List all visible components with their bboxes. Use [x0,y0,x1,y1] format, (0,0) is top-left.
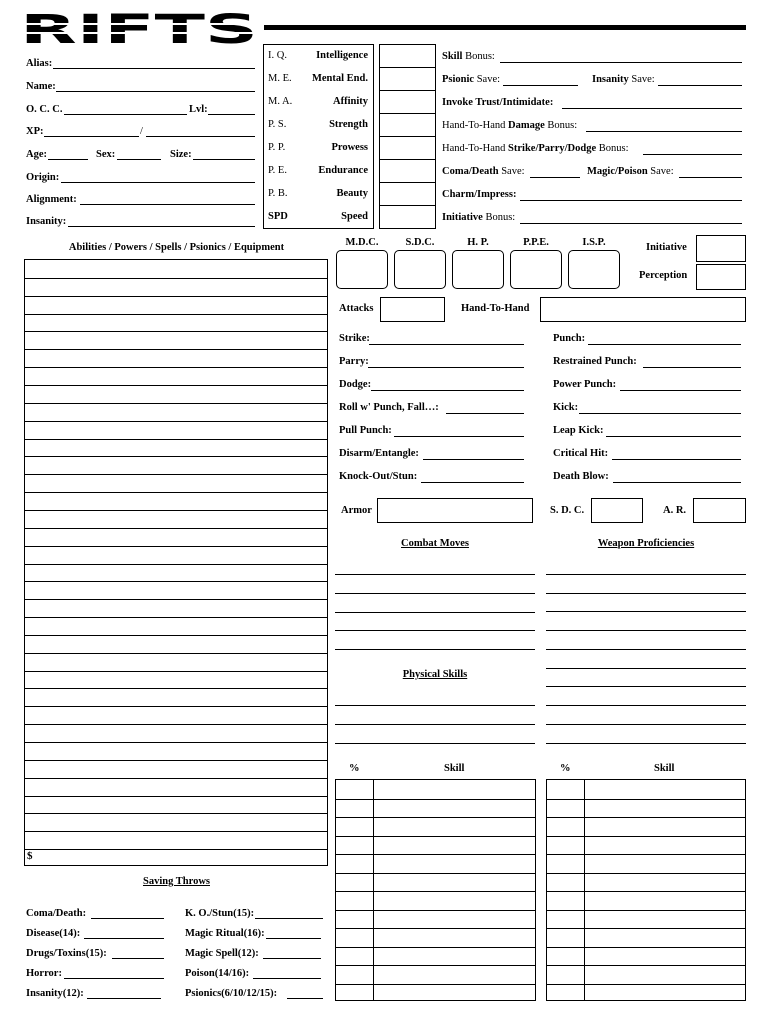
abilities-row-line[interactable] [25,385,327,386]
save-coma-field[interactable] [91,918,164,919]
weapon-prof-line[interactable] [546,611,746,612]
alias-label: Alias: [26,58,53,69]
hth-damage-label: Hand-To-Hand Damage Bonus: [442,120,578,131]
skill-table-right-skill-header: Skill [654,763,675,774]
abilities-header: Abilities / Powers / Spells / Psionics / Equipment [68,242,285,253]
abilities-row-line[interactable] [25,439,327,440]
save-poison-field[interactable] [253,978,321,979]
weapon-prof-line[interactable] [546,574,746,575]
abilities-table[interactable] [24,259,328,866]
charm-impress-label: Charm/Impress: [442,189,517,200]
combat-move-line[interactable] [335,649,535,650]
skill-pct-column-divider [584,780,585,1000]
svg-text:RIFTS: RIFTS [20,12,258,46]
skill-row-line[interactable] [547,799,745,800]
skill-row-line[interactable] [336,984,535,985]
save-magic-ritual-field[interactable] [266,938,321,939]
critical-hit-field[interactable] [612,459,741,460]
skill-row-line[interactable] [547,854,745,855]
save-magic-spell-field[interactable] [263,958,321,959]
hand-to-hand-label: Hand-To-Hand [461,303,530,314]
abilities-row-line[interactable] [25,778,327,779]
disarm-field[interactable] [423,459,524,460]
name-label: Name: [26,81,56,92]
attacks-label: Attacks [339,303,374,314]
insanity-label: Insanity: [26,216,67,227]
abilities-row-line[interactable] [25,367,327,368]
roll-punch-label: Roll w' Punch, Fall…: [339,402,439,413]
size-label: Size: [170,149,192,160]
weapon-profs-header: Weapon Proficiencies [597,538,695,549]
skill-bonus-label: Skill Bonus: [442,51,495,62]
save-ko-label: K. O./Stun(15): [185,908,255,919]
attr-ma-name: Affinity [333,96,368,107]
skill-table-left-skill-header: Skill [444,763,465,774]
mdc-label: M.D.C. [345,237,379,248]
skill-row-line[interactable] [547,910,745,911]
lvl-label: Lvl: [189,104,208,115]
initiative-label: Initiative [646,242,687,253]
weapon-prof-line[interactable] [546,649,746,650]
pull-punch-field[interactable] [394,436,524,437]
strike-label: Strike: [339,333,370,344]
kick-field[interactable] [579,413,741,414]
sex-field[interactable] [117,159,161,160]
disarm-label: Disarm/Entangle: [339,448,419,459]
power-punch-label: Power Punch: [553,379,617,390]
attr-ma-abbr: M. A. [268,96,293,107]
sdc-box[interactable] [394,250,446,289]
punch-field[interactable] [588,344,741,345]
attr-me-name: Mental End. [311,73,368,84]
skill-row-line[interactable] [547,947,745,948]
abilities-row-line[interactable] [25,349,327,350]
abilities-row-line[interactable] [25,760,327,761]
hp-label: H. P. [467,237,489,248]
save-magic-ritual-label: Magic Ritual(16): [185,928,265,939]
insanity-save-label: Insanity Save: [592,74,655,85]
abilities-row-line[interactable] [25,671,327,672]
leap-kick-label: Leap Kick: [553,425,604,436]
abilities-row-line[interactable] [25,599,327,600]
abilities-row-line[interactable] [25,421,327,422]
abilities-row-line[interactable] [25,403,327,404]
physical-skills-header: Physical Skills [402,669,468,680]
rifts-logo [18,12,260,46]
armor-box[interactable] [377,498,533,523]
alignment-field[interactable] [80,204,255,205]
charm-impress-field[interactable] [520,200,742,201]
saving-throws-header: Saving Throws [142,876,210,887]
header-rule [264,25,746,30]
abilities-row-line[interactable] [25,314,327,315]
skill-pct-column-divider [373,780,374,1000]
attr-me-abbr: M. E. [268,73,292,84]
hth-damage-field[interactable] [586,131,742,132]
attr-iq-abbr: I. Q. [268,50,287,61]
save-insanity-field[interactable] [87,998,161,999]
perception-box[interactable] [696,264,746,290]
lvl-field[interactable] [208,114,255,115]
invoke-trust-label: Invoke Trust/Intimidate: [442,97,554,108]
parry-field[interactable] [368,367,524,368]
abilities-row-line[interactable] [25,474,327,475]
armor-ar-box[interactable] [693,498,746,523]
save-horror-label: Horror: [26,968,62,979]
occ-field[interactable] [64,114,187,115]
attr-spd-value[interactable] [379,205,436,229]
save-drugs-label: Drugs/Toxins(15): [26,948,107,959]
abilities-row-line[interactable] [25,296,327,297]
combat-move-line[interactable] [335,630,535,631]
skill-row-line[interactable] [336,928,535,929]
attr-pe-name: Endurance [318,165,368,176]
abilities-row-line[interactable] [25,564,327,565]
attr-iq-name: Intelligence [316,50,368,61]
insanity-save-field[interactable] [658,85,742,86]
hand-to-hand-box[interactable] [540,297,746,322]
hth-spd-label: Hand-To-Hand Strike/Parry/Dodge Bonus: [442,143,629,154]
abilities-row-line[interactable] [25,831,327,832]
abilities-row-line[interactable] [25,528,327,529]
abilities-row-line[interactable] [25,617,327,618]
restrained-punch-label: Restrained Punch: [553,356,637,367]
save-psionics-label: Psionics(6/10/12/15): [185,988,278,999]
attr-ps-abbr: P. S. [268,119,287,130]
combat-moves-header: Combat Moves [401,538,469,549]
age-label: Age: [26,149,47,160]
attr-pb-name: Beauty [336,188,368,199]
attr-pb-abbr: P. B. [268,188,288,199]
ppe-box[interactable] [510,250,562,289]
hth-spd-field[interactable] [643,154,742,155]
hp-box[interactable] [452,250,504,289]
skill-row-line[interactable] [336,873,535,874]
combat-move-line[interactable] [335,612,535,613]
weapon-prof-line[interactable] [546,630,746,631]
roll-punch-field[interactable] [446,413,524,414]
skill-row-line[interactable] [547,984,745,985]
initiative-bonus-label: Initiative Bonus: [442,212,516,223]
abilities-row-line[interactable] [25,581,327,582]
attacks-box[interactable] [380,297,445,322]
attr-ma-value[interactable] [379,90,436,114]
strike-field[interactable] [369,344,524,345]
attr-pe-abbr: P. E. [268,165,287,176]
abilities-row-line[interactable] [25,742,327,743]
dodge-field[interactable] [371,390,524,391]
abilities-row-line[interactable] [25,456,327,457]
isp-box[interactable] [568,250,620,289]
isp-label: I.S.P. [582,237,606,248]
psionic-save-label: Psionic Save: [442,74,501,85]
abilities-row-line[interactable] [25,331,327,332]
occ-label: O. C. C. [26,104,63,115]
alias-field[interactable] [53,68,255,69]
death-blow-field[interactable] [613,482,741,483]
skill-row-line[interactable] [336,854,535,855]
skill-row-line[interactable] [547,928,745,929]
power-punch-field[interactable] [620,390,741,391]
abilities-row-line[interactable] [25,510,327,511]
save-poison-label: Poison(14/16): [185,968,250,979]
skill-row-line[interactable] [547,891,745,892]
knockout-label: Knock-Out/Stun: [339,471,418,482]
xp-current-field[interactable] [44,136,139,137]
abilities-row-line[interactable] [25,492,327,493]
physical-skill-line[interactable] [335,705,535,706]
money-label: $ [27,850,33,862]
magic-save-field[interactable] [679,177,742,178]
xp-next-field[interactable] [146,136,255,137]
abilities-row-line[interactable] [25,546,327,547]
abilities-row-line[interactable] [25,688,327,689]
critical-hit-label: Critical Hit: [553,448,609,459]
initiative-bonus-field[interactable] [520,223,742,224]
weapon-prof-line[interactable] [546,705,746,706]
skill-row-line[interactable] [547,965,745,966]
insanity-field[interactable] [68,226,255,227]
armor-ar-label: A. R. [663,505,687,516]
abilities-row-line[interactable] [25,278,327,279]
attr-pp-abbr: P. P. [268,142,286,153]
skill-row-line[interactable] [336,965,535,966]
save-disease-field[interactable] [84,938,164,939]
save-disease-label: Disease(14): [26,928,81,939]
save-horror-field[interactable] [64,978,164,979]
size-field[interactable] [193,159,255,160]
attr-spd-name: Speed [341,211,368,222]
skill-row-line[interactable] [336,891,535,892]
save-drugs-field[interactable] [112,958,164,959]
attr-pb-value[interactable] [379,182,436,206]
magic-save-label: Magic/Poison Save: [587,166,674,177]
skill-table-left-pct-header: % [349,763,360,774]
physical-skill-line[interactable] [335,743,535,744]
initiative-box[interactable] [696,235,746,262]
abilities-row-line[interactable] [25,724,327,725]
abilities-row-line[interactable] [25,653,327,654]
weapon-prof-line[interactable] [546,593,746,594]
save-ko-field[interactable] [255,918,323,919]
physical-skill-line[interactable] [335,724,535,725]
skill-row-line[interactable] [547,873,745,874]
abilities-row-line[interactable] [25,706,327,707]
sex-label: Sex: [96,149,116,160]
skill-row-line[interactable] [336,947,535,948]
invoke-trust-field[interactable] [562,108,742,109]
save-insanity-label: Insanity(12): [26,988,84,999]
pull-punch-label: Pull Punch: [339,425,392,436]
skill-row-line[interactable] [547,836,745,837]
weapon-prof-line[interactable] [546,743,746,744]
attr-pp-name: Prowess [331,142,368,153]
save-coma-label: Coma/Death: [26,908,87,919]
attributes-table [263,44,374,229]
knockout-field[interactable] [421,482,524,483]
abilities-row-line[interactable] [25,635,327,636]
weapon-prof-line[interactable] [546,686,746,687]
origin-label: Origin: [26,172,60,183]
origin-field[interactable] [61,182,255,183]
armor-sdc-box[interactable] [591,498,643,523]
alignment-label: Alignment: [26,194,77,205]
coma-save-field[interactable] [530,177,580,178]
attr-spd-abbr: SPD [268,211,288,222]
mdc-box[interactable] [336,250,388,289]
armor-label: Armor [341,505,372,516]
combat-move-line[interactable] [335,574,535,575]
weapon-prof-line[interactable] [546,724,746,725]
abilities-row-line[interactable] [25,813,327,814]
attr-pe-value[interactable] [379,159,436,183]
attr-ps-value[interactable] [379,113,436,137]
restrained-punch-field[interactable] [643,367,741,368]
kick-label: Kick: [553,402,579,413]
save-psionics-field[interactable] [287,998,323,999]
dodge-label: Dodge: [339,379,372,390]
attr-ps-name: Strength [329,119,368,130]
combat-move-line[interactable] [335,593,535,594]
skill-bonus-field[interactable] [500,62,742,63]
death-blow-label: Death Blow: [553,471,609,482]
perception-label: Perception [639,270,688,281]
coma-save-label: Coma/Death Save: [442,166,525,177]
armor-sdc-label: S. D. C. [550,505,585,516]
attr-me-value[interactable] [379,67,436,91]
attr-pp-value[interactable] [379,136,436,160]
leap-kick-field[interactable] [606,436,741,437]
name-field[interactable] [56,91,255,92]
skill-row-line[interactable] [336,910,535,911]
attr-iq-value[interactable] [379,44,436,68]
abilities-row-line[interactable] [25,849,327,850]
punch-label: Punch: [553,333,586,344]
skill-table-right-pct-header: % [560,763,571,774]
skill-row-line[interactable] [336,836,535,837]
sdc-label: S.D.C. [405,237,435,248]
xp-label: XP: [26,126,44,137]
save-magic-spell-label: Magic Spell(12): [185,948,259,959]
age-field[interactable] [48,159,88,160]
xp-separator: / [140,126,143,137]
skill-table-left[interactable] [335,779,536,1001]
parry-label: Parry: [339,356,369,367]
ppe-label: P.P.E. [523,237,549,248]
psionic-save-field[interactable] [503,85,578,86]
abilities-row-line[interactable] [25,796,327,797]
weapon-prof-line[interactable] [546,668,746,669]
skill-row-line[interactable] [336,799,535,800]
skill-row-line[interactable] [547,817,745,818]
skill-table-right[interactable] [546,779,746,1001]
skill-row-line[interactable] [336,817,535,818]
